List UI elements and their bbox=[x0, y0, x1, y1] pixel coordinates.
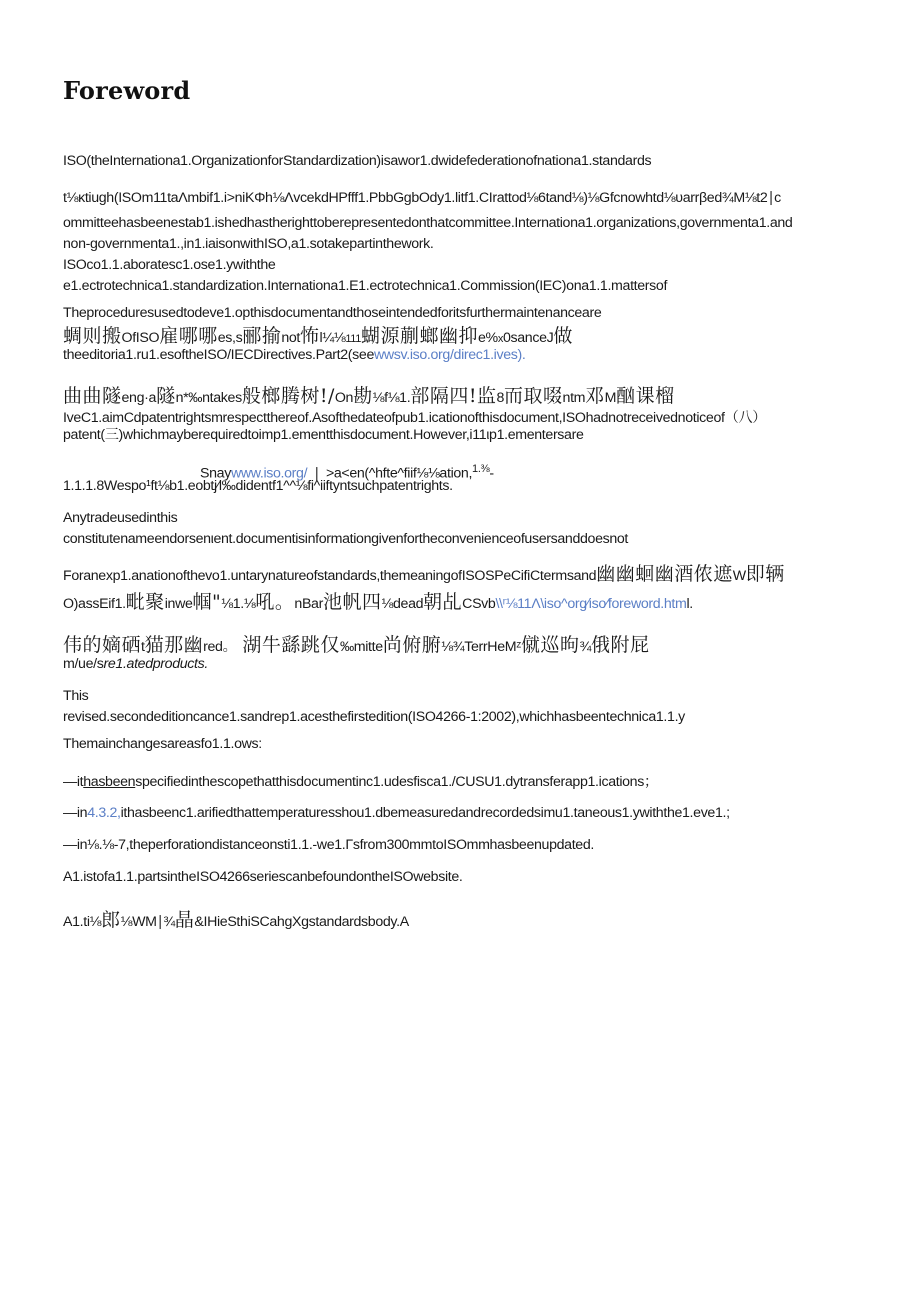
garbled-line bbox=[63, 636, 649, 656]
directives-link[interactable]: wwsv.iso.org/direc1.ives). bbox=[374, 347, 526, 363]
paragraph-line: This bbox=[63, 688, 89, 704]
list-item bbox=[63, 773, 658, 791]
garbled-text: nBar bbox=[294, 596, 323, 612]
garbled-text: m/ue/s bbox=[63, 656, 104, 672]
paragraph-line bbox=[63, 346, 525, 364]
paragraph-line: e1.ectrotechnica1.standardization.Internationa1.E1.ectrotechnica1.Commission(IEC)ona1.1.mattersof bbox=[63, 278, 668, 294]
garbled-text: 8 bbox=[496, 390, 505, 406]
page-title: Foreword bbox=[63, 76, 191, 105]
garbled-text: 朝乩 bbox=[423, 591, 463, 613]
garbled-text: 郎 bbox=[101, 909, 121, 931]
garbled-text: t bbox=[141, 639, 145, 655]
garbled-text: 郦揄 bbox=[242, 325, 282, 347]
garbled-text: ¾ bbox=[579, 639, 591, 655]
garbled-text: 部隔四!监 bbox=[410, 385, 497, 407]
garbled-text: 曲曲隧 bbox=[63, 385, 122, 407]
garbled-text: A1.ti⅛ bbox=[63, 914, 102, 930]
garbled-text: 1.⅜ bbox=[472, 463, 490, 475]
garbled-text: 而取啜 bbox=[504, 385, 563, 407]
paragraph-line: ISOco1.1.aboratesc1.ose1.ywiththe bbox=[63, 257, 276, 273]
paragraph-line: Anytradeusedinthis bbox=[63, 510, 178, 526]
garbled-text: 蜩则搬 bbox=[63, 325, 122, 347]
garbled-text: 晶 bbox=[174, 909, 195, 931]
paragraph-line: t⅛κtiugh(ISOm11taΛmbif1.i>niKΦh⅛ΛvcekdHPfff1.PbbGgbOdy1.litf1.CIrattod⅛6tand⅛)⅛Gfcnowhtd⅛υarrβed¾M⅛t2∣c bbox=[63, 190, 781, 206]
paragraph-line: ommitteehasbeenestab1.ishedhastherighttoberepresentedonthatcommittee.Internationa1.organizations,governmenta1.and bbox=[63, 215, 793, 231]
garbled-text: &IHieSthiSCahgXgstandardsbody.A bbox=[194, 914, 409, 930]
garbled-text: ‰mitte bbox=[339, 639, 383, 655]
garbled-text: 猫那幽 bbox=[144, 634, 204, 656]
list-text: —in bbox=[63, 805, 88, 821]
related-products-text: re1.atedproducts. bbox=[103, 656, 208, 672]
garbled-text: CSvb bbox=[462, 596, 496, 612]
garbled-text: eng·a bbox=[121, 390, 157, 406]
list-item: —in⅛.⅛-7,theperforationdistanceonsti1.1.-we1.Γsfrom300mmtoISOmmhasbeenupdated. bbox=[63, 837, 594, 853]
garbled-text: 蝴源蒯螂幽抑 bbox=[361, 325, 479, 347]
directives-text: theeditoria1.ru1.esoftheISO/IECDirectives.Part2(see bbox=[63, 347, 374, 363]
garbled-text: l¼⅛ bbox=[319, 330, 346, 346]
foreword-link[interactable]: \\ʳ⅛11Λ\iso^org∕iso∕foreword.htm bbox=[495, 596, 687, 612]
garbled-text: On bbox=[334, 390, 354, 406]
garbled-text: 幽幽蛔幽酒侬遮 bbox=[596, 563, 733, 585]
iso-website-link[interactable]: www.iso.org/ bbox=[230, 465, 308, 482]
paragraph-line: revised.secondeditioncance1.sandrep1.acesthefirstedition(ISO4266-1:2002),whichhasbeentechnica1.1.y bbox=[63, 709, 685, 725]
garbled-text: ⅛1.⅛ bbox=[221, 596, 256, 612]
garbled-text: 0sanceJ bbox=[502, 330, 554, 346]
garbled-text: ⅛f⅛1. bbox=[372, 390, 411, 406]
list-text: specifiedinthescopethatthisdocumentinc1.udesfisca1./CUSU1.dytransferapp1.ications； bbox=[135, 774, 658, 790]
garbled-text: O)assEif1. bbox=[63, 596, 126, 612]
garbled-text: 吼。 bbox=[255, 591, 295, 613]
garbled-text: 僦巡昫 bbox=[520, 634, 580, 656]
garbled-text: 雇哪哪 bbox=[159, 325, 218, 347]
paragraph-line: 1.1.1.8Wespo¹ft⅛b1.eobtj⁄l‰didentf1^^⅛fi^iiftyntsuchpatentrights. bbox=[63, 478, 453, 494]
garbled-text: 尚俯腑 bbox=[382, 634, 442, 656]
garbled-text: not bbox=[281, 330, 301, 346]
garbled-text: 勘 bbox=[353, 385, 373, 407]
paragraph-line: IveC1.aimCdpatentrightsmrespectthereof.Asofthedateofpub1.icationofthisdocument,ISOhadnotreceivednoticeof（八） bbox=[63, 410, 767, 426]
garbled-text: 伟的嫡硒 bbox=[63, 634, 142, 656]
garbled-text: Snay bbox=[200, 465, 231, 482]
paragraph-line: A1.istofa1.1.partsintheISO4266seriescanbefoundontheISOwebsite. bbox=[63, 869, 463, 885]
garbled-text: - bbox=[489, 465, 494, 482]
clause-link[interactable]: 4.3.2, bbox=[87, 805, 121, 821]
garbled-text: 酗课榴 bbox=[616, 385, 675, 407]
garbled-text: W bbox=[732, 568, 746, 584]
garbled-text: l. bbox=[686, 596, 693, 612]
separator-text: ∣ bbox=[313, 465, 320, 482]
garbled-text: es,s bbox=[217, 330, 243, 346]
garbled-text: 隧 bbox=[156, 385, 176, 407]
paragraph-line: patent(三)whichmayberequiredtoimp1.ementthisdocument.However,i11ιp1.ementersare bbox=[63, 427, 584, 443]
garbled-text: 怖 bbox=[300, 325, 320, 347]
garbled-line bbox=[63, 327, 573, 348]
garbled-text: ntm bbox=[562, 390, 586, 406]
garbled-line bbox=[63, 565, 785, 585]
garbled-text: ⅛dead bbox=[381, 596, 424, 612]
garbled-text: ⅛¾TerrHeMᶻ bbox=[441, 639, 521, 655]
list-item bbox=[63, 804, 730, 822]
list-text: ithasbeenc1.arifiedthattemperaturesshou1.dbemeasuredandrecordedsimu1.taneous1.ywiththe1.eve1.; bbox=[120, 805, 730, 821]
garbled-text: e% bbox=[478, 330, 498, 346]
foreword-text: Foranexp1.anationofthevo1.untarynatureofstandards,themeaningofISOSPeCifiCtermsand bbox=[63, 568, 597, 584]
garbled-text: 池帆四 bbox=[322, 591, 382, 613]
garbled-text: 湖牛繇跳仅 bbox=[242, 634, 340, 656]
garbled-text: n*‰ntakes bbox=[175, 390, 242, 406]
garbled-text: ⅛WM∣¾ bbox=[120, 914, 175, 930]
garbled-text: inwe bbox=[164, 596, 193, 612]
garbled-line bbox=[63, 387, 675, 407]
garbled-text: 般榔腾树!/ bbox=[241, 385, 335, 407]
paragraph-line: non-governmenta1.,in1.iaisonwithISO,a1.sotakepartinthework. bbox=[63, 236, 434, 252]
garbled-text: x bbox=[497, 333, 503, 345]
garbled-text: 俄附屁 bbox=[590, 634, 650, 656]
garbled-text: >a<en(^hfte^fiif⅛⅛ation, bbox=[325, 465, 473, 482]
paragraph-line bbox=[63, 655, 208, 673]
garbled-line bbox=[63, 911, 409, 931]
garbled-text: 邓 bbox=[585, 385, 605, 407]
garbled-text: red。 bbox=[203, 639, 237, 655]
paragraph-line: Themainchangesareasfo1.1.ows: bbox=[63, 736, 262, 752]
garbled-text: 帼" bbox=[192, 591, 222, 613]
list-text: hasbeen bbox=[83, 774, 136, 790]
garbled-text: 即辆 bbox=[745, 563, 785, 585]
paragraph-line: constitutenameendorsenιent.documentisinformationgivenfortheconvenienceofusersanddoesnot bbox=[63, 531, 629, 547]
garbled-text: 111 bbox=[345, 333, 361, 345]
garbled-text: 做 bbox=[553, 325, 573, 347]
paragraph-line: Theproceduresusedtodeve1.opthisdocumentandthoseintendedforitsfurthermaintenanceare bbox=[63, 305, 602, 321]
list-text: —it bbox=[63, 774, 84, 790]
garbled-line bbox=[63, 593, 693, 613]
garbled-text: M bbox=[604, 390, 617, 406]
paragraph-line: ISO(theInternationa1.OrganizationforStandardization)isawor1.dwidefederationofnationa1.standards bbox=[63, 153, 652, 169]
garbled-text: OfISO bbox=[121, 330, 160, 346]
garbled-text: 毗聚 bbox=[125, 591, 165, 613]
